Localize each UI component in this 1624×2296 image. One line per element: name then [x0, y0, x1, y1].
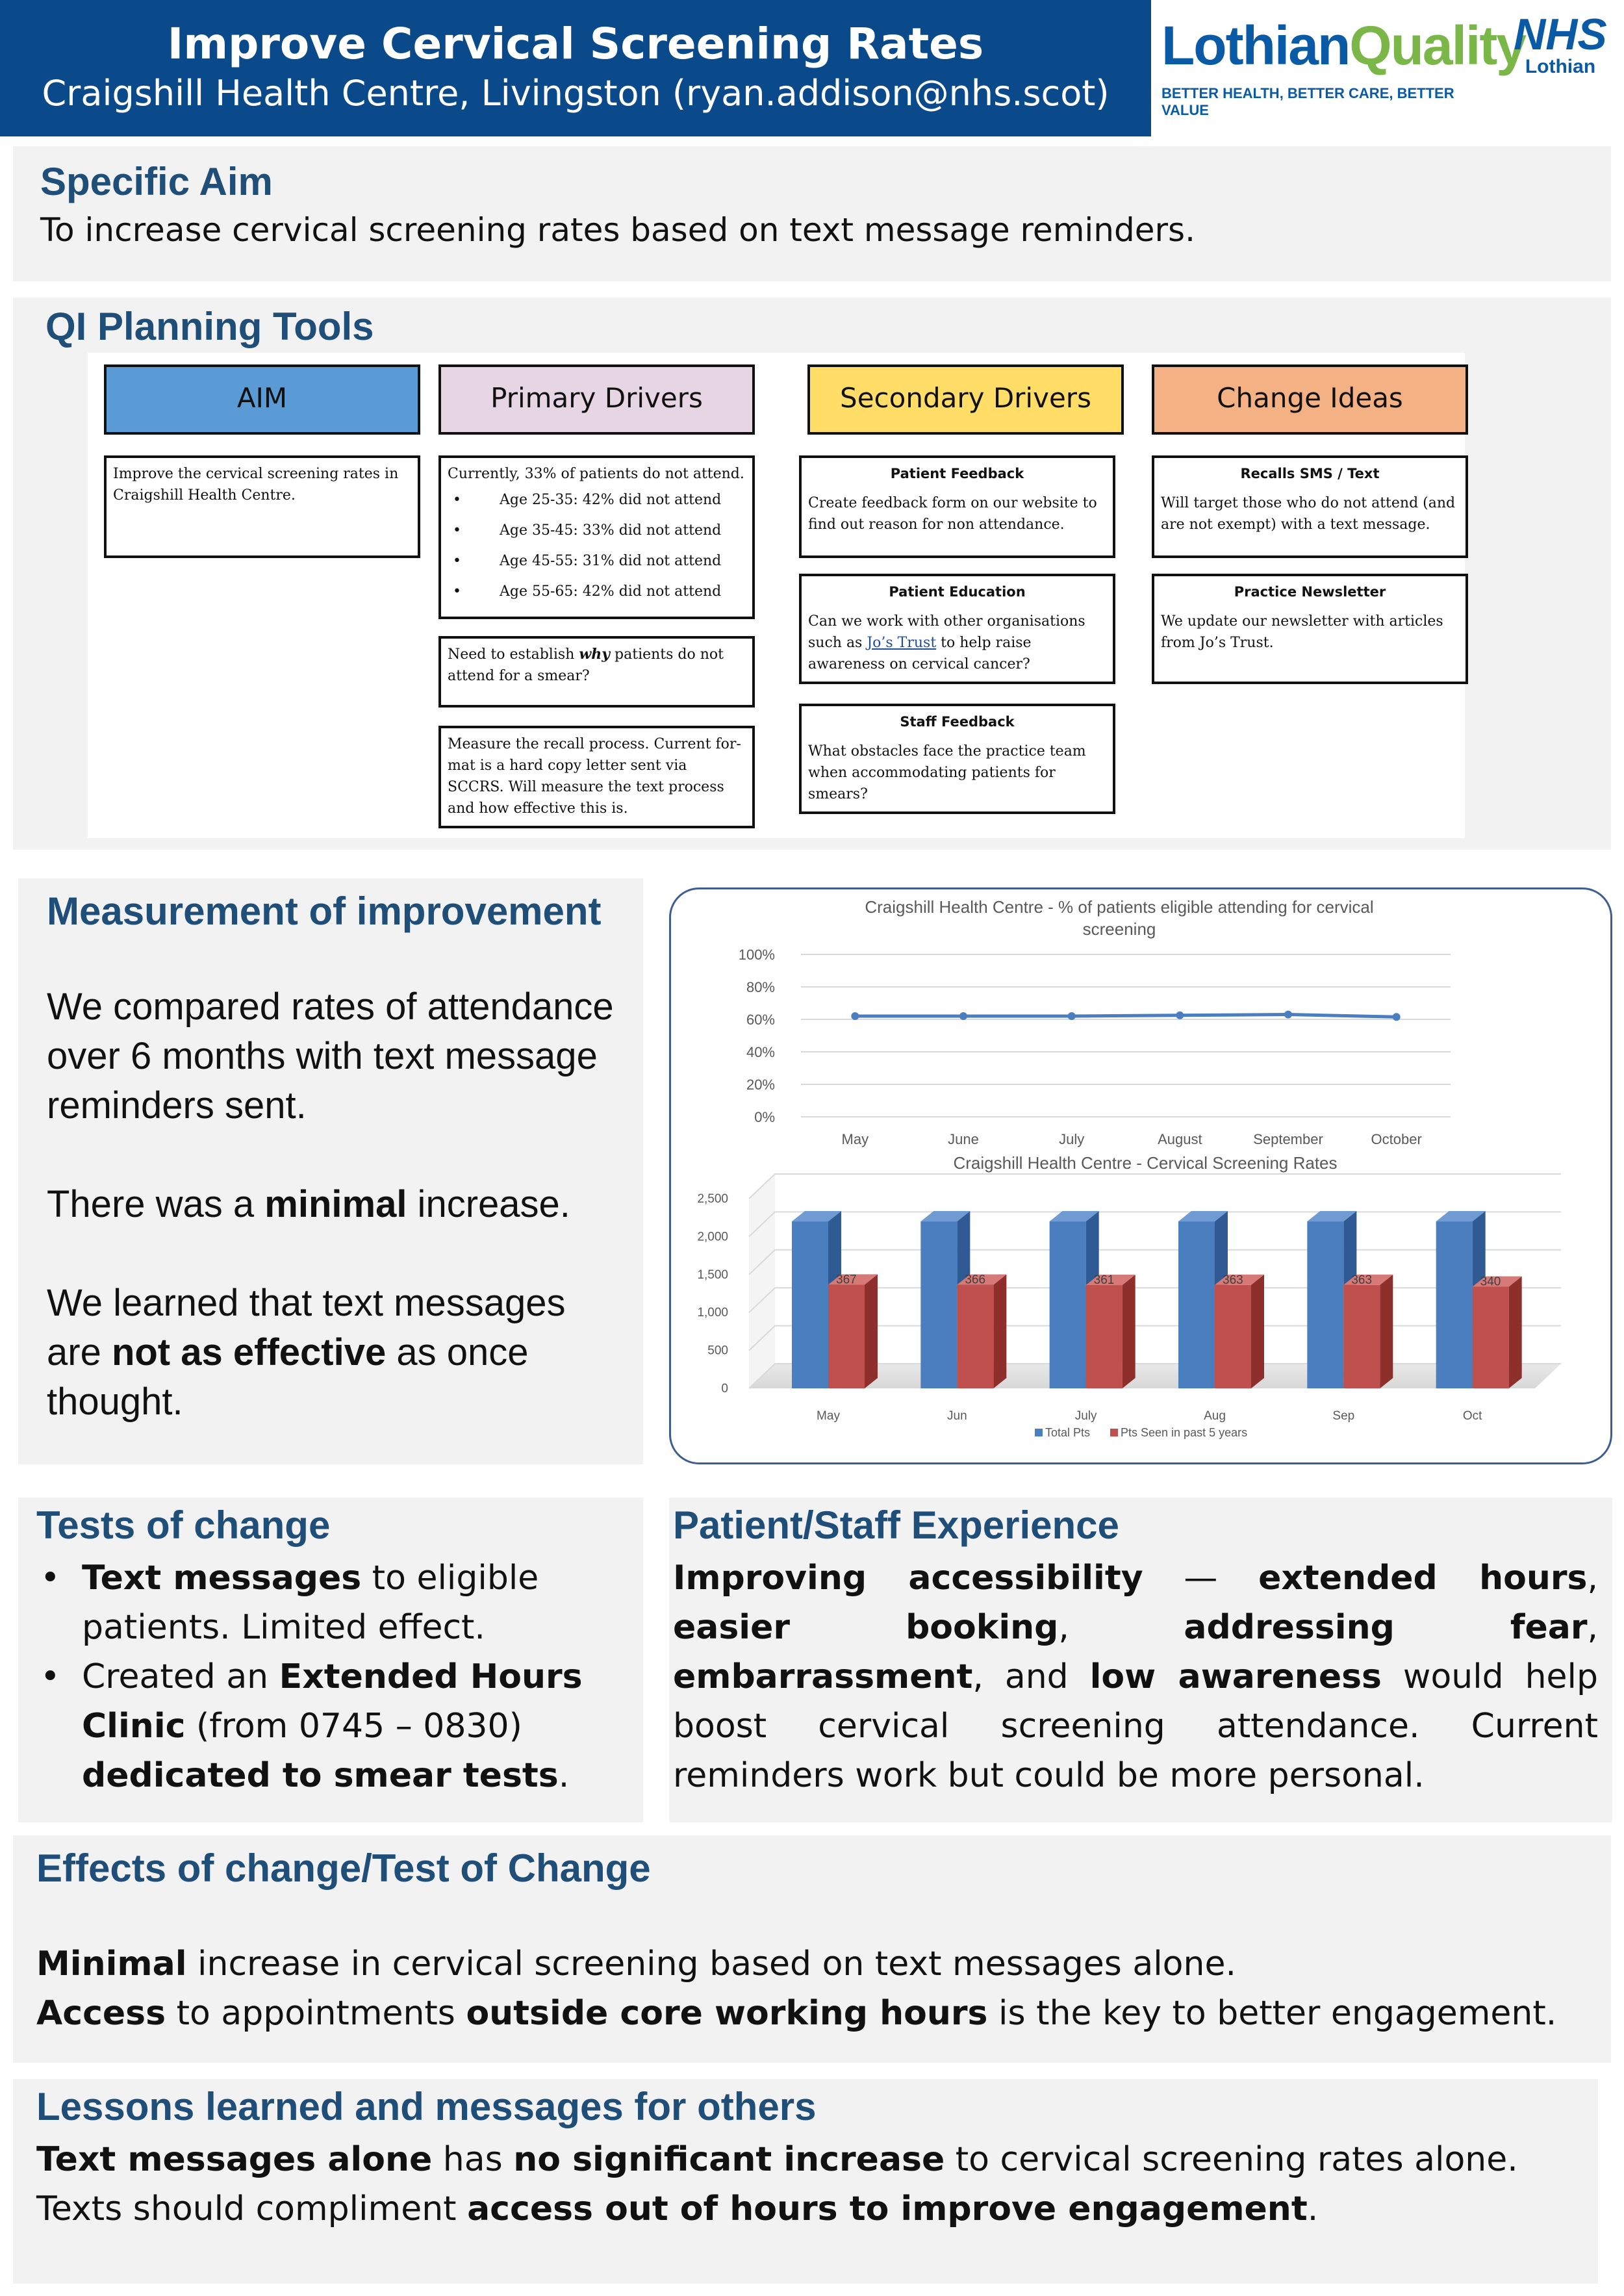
lessons-panel: [13, 2079, 1598, 2284]
line-chart-x-tick-label: May: [841, 1131, 869, 1147]
line-chart-title-line2: screening: [1082, 919, 1156, 939]
change-ideas-header: Change Ideas: [1152, 364, 1468, 435]
effects-l1-bold: Minimal: [36, 1945, 187, 1983]
tests-panel: [18, 1498, 643, 1822]
exp-s3: extended hours: [1258, 1559, 1588, 1598]
line-chart-y-tick-label: 60%: [746, 1012, 775, 1028]
line-chart-y-tick-label: 40%: [746, 1044, 775, 1060]
primary-driver-2-text-b: patients do not attend for a smear?: [448, 646, 724, 684]
nhs-lothian-logo: [1502, 9, 1619, 107]
bar-chart-y-tick-label: 2,500: [697, 1192, 728, 1206]
bar-chart-y-tick-label: 0: [721, 1382, 728, 1396]
nhs-logo-sub: Lothian: [1525, 56, 1596, 77]
bar-chart-x-tick-label: May: [817, 1409, 840, 1423]
line-chart-point: [1393, 1013, 1401, 1021]
bar-chart-x-tick-label: Oct: [1462, 1409, 1482, 1423]
lessons-d: to cervical screening rates alone. Texts should compliment: [36, 2140, 1518, 2228]
primary-driver-3-text: Measure the recall process. Current for-mat is a hard copy letter sent via SCCRS. Will measure the text process and how effective this is.: [448, 736, 741, 817]
primary-driver-box-2: [438, 636, 755, 708]
exp-s12: would help boost cervical screening attendance. Current reminders work but could be more personal.: [673, 1657, 1599, 1795]
effects-l2-a: Access: [36, 1994, 166, 2033]
line-chart-x-ticks: [842, 1131, 1422, 1147]
exp-s11: low awareness: [1089, 1657, 1382, 1696]
measurement-p1: We compared rates of attendance over 6 months with text message reminders sent.: [47, 986, 614, 1127]
line-chart-title-line1: Craigshill Health Centre - % of patients eligible attending for cervical: [865, 897, 1374, 917]
lessons-e: access out of hours to improve engagement: [467, 2189, 1308, 2228]
line-chart: [739, 897, 1451, 1147]
logo-word-quality: Quality: [1349, 15, 1526, 76]
lessons-a: Text messages alone: [36, 2140, 433, 2179]
bar-pts-seen-side: [1251, 1275, 1264, 1388]
measurement-panel: [18, 878, 643, 1464]
chart-frame: [669, 887, 1612, 1464]
lessons-b: has: [432, 2140, 514, 2179]
bar-chart-side-wall: [749, 1174, 775, 1388]
change-idea-box-1: [1152, 455, 1468, 558]
line-chart-y-tick-label: 100%: [738, 947, 775, 963]
age-group-item: • Age 35-45: 33% did not attend: [448, 515, 746, 546]
driver-diagram: [88, 353, 1465, 838]
line-chart-y-tick-label: 80%: [746, 979, 775, 995]
bar-pts-seen: [1473, 1286, 1509, 1388]
line-chart-x-tick-label: October: [1371, 1131, 1422, 1147]
line-chart-x-tick-label: July: [1059, 1131, 1085, 1147]
specific-aim-text: To increase cervical screening rates based on text message reminders.: [40, 211, 1195, 249]
bar-pts-seen-side: [1123, 1275, 1136, 1388]
bar-total-pts: [920, 1221, 957, 1388]
exp-s9: embarrassment: [673, 1657, 973, 1696]
lessons-heading: Lessons learned and messages for others: [36, 2085, 817, 2128]
exp-s7: addressing fear: [1184, 1608, 1588, 1647]
measurement-p3: [47, 1279, 625, 1427]
line-chart-x-tick-label: September: [1253, 1131, 1323, 1147]
measurement-p2-c: increase.: [407, 1183, 570, 1225]
header-banner: [0, 0, 1151, 136]
exp-s4: ,: [1587, 1559, 1598, 1598]
lessons-text: [36, 2135, 1582, 2234]
bar-data-label: 363: [1223, 1273, 1243, 1287]
exp-s6: ,: [1058, 1608, 1184, 1647]
bar-pts-seen: [1215, 1285, 1251, 1388]
line-chart-gridlines: [801, 954, 1451, 1117]
secondary-driver-2-text-b: to help raise awareness on cervical cancer?: [808, 635, 1032, 672]
aim-box-text: Improve the cervical screening rates in Craigshill Health Centre.: [113, 466, 399, 504]
line-chart-point: [959, 1012, 967, 1020]
poster-title: Improve Cervical Screening Rates: [167, 19, 984, 69]
measurement-p2: [47, 1180, 625, 1229]
secondary-driver-2-text-a: Can we work with other organisations such as: [808, 613, 1085, 651]
bar-chart-y-tick-label: 500: [707, 1344, 728, 1358]
secondary-driver-3-title: Staff Feedback: [900, 714, 1015, 730]
bar-chart-y-ticks: [697, 1192, 728, 1396]
tests-item-2-b: Extended Hours Clinic: [82, 1657, 583, 1746]
secondary-driver-box-3: [799, 704, 1115, 814]
measurement-heading: Measurement of improvement: [47, 889, 602, 933]
primary-driver-intro: Currently, 33% of patients do not attend.: [448, 466, 744, 482]
tests-item-2-c: (from 0745 – 0830): [185, 1707, 522, 1746]
bar-total-pts: [1307, 1221, 1343, 1388]
poster-subtitle: Craigshill Health Centre, Livingston (ryan.addison@nhs.scot): [42, 73, 1110, 114]
change-idea-1-text: Will target those who do not attend (and are not exempt) with a text message.: [1161, 495, 1456, 533]
line-chart-y-ticks: [739, 947, 775, 1125]
effects-line-2: [36, 1989, 1556, 2038]
secondary-driver-1-text: Create feedback form on our website to find out reason for non attendance.: [808, 495, 1097, 533]
tests-list: [36, 1553, 608, 1800]
exp-s1: Improving accessibility: [673, 1559, 1143, 1598]
aim-column-header: AIM: [104, 364, 420, 435]
primary-driver-box-3: [438, 726, 755, 828]
bar-chart-y-tick-label: 1,500: [697, 1268, 728, 1282]
bar-chart-x-tick-label: Jun: [947, 1409, 967, 1423]
bar-chart-legend: [1035, 1426, 1247, 1439]
tests-item-2-a: Created an: [82, 1657, 279, 1696]
primary-driver-box-1: [438, 455, 755, 619]
tests-item-1-bold: Text messages: [82, 1559, 362, 1598]
tests-item-1-rest: to eligible patients. Limited effect.: [82, 1559, 539, 1647]
bar-data-label: 363: [1351, 1273, 1373, 1287]
bar-pts-seen-side: [865, 1274, 878, 1388]
jos-trust-link[interactable]: Jo’s Trust: [867, 635, 937, 651]
logo-word-lothian: Lothian: [1161, 15, 1350, 76]
effects-text: [36, 1939, 1556, 2038]
bar-pts-seen: [957, 1284, 993, 1388]
line-chart-x-tick-label: June: [948, 1131, 979, 1147]
bar-total-pts: [792, 1221, 828, 1388]
tests-heading: Tests of change: [36, 1503, 331, 1547]
measurement-p3-c: as once thought.: [47, 1331, 529, 1423]
measurement-p3-b: not as effective: [111, 1331, 387, 1373]
bar-chart-x-tick-label: Sep: [1332, 1409, 1355, 1423]
bar-pts-seen-side: [1380, 1275, 1393, 1388]
primary-drivers-header: Primary Drivers: [438, 364, 755, 435]
bar-data-label: 367: [836, 1273, 857, 1287]
bar-chart: [697, 1153, 1561, 1439]
change-idea-2-title: Practice Newsletter: [1234, 584, 1386, 600]
line-chart-point: [1176, 1012, 1184, 1019]
bar-total-pts: [1050, 1221, 1086, 1388]
line-chart-y-tick-label: 0%: [754, 1109, 775, 1125]
line-series: [855, 1015, 1396, 1017]
logo-tagline: BETTER HEALTH, BETTER CARE, BETTER VALUE: [1161, 85, 1454, 118]
secondary-driver-3-text: What obstacles face the practice team when accommodating patients for smears?: [808, 743, 1086, 802]
tests-item-2-e: .: [558, 1756, 570, 1795]
bar-chart-x-ticks: [817, 1409, 1482, 1423]
bar-data-label: 340: [1480, 1275, 1501, 1289]
bar-data-label: 361: [1093, 1273, 1115, 1288]
bar-chart-y-tick-label: 2,000: [697, 1230, 728, 1244]
primary-driver-2-emphasis: why: [579, 646, 611, 663]
age-group-item: • Age 55-65: 42% did not attend: [448, 576, 746, 607]
secondary-driver-2-title: Patient Education: [889, 584, 1026, 600]
change-idea-2-text: We update our newsletter with articles from Jo’s Trust.: [1161, 613, 1443, 651]
measurement-p3-a: We learned that text messages are: [47, 1282, 566, 1373]
line-chart-point: [1068, 1012, 1076, 1020]
line-chart-point: [1284, 1011, 1292, 1019]
bar-pts-seen-side: [993, 1274, 1006, 1388]
bar-chart-y-tick-label: 1,000: [697, 1306, 728, 1320]
effects-panel: [13, 1835, 1611, 2063]
bar-total-pts: [1178, 1221, 1215, 1388]
effects-l2-d: is the key to better engagement.: [987, 1994, 1557, 2033]
specific-aim-heading: Specific Aim: [40, 160, 273, 203]
line-chart-point: [851, 1012, 859, 1020]
planning-heading: QI Planning Tools: [45, 305, 374, 348]
experience-text: [673, 1553, 1598, 1800]
secondary-driver-box-2: [799, 574, 1115, 684]
bar-pts-seen: [1343, 1285, 1380, 1388]
bar-chart-gridline: [749, 1174, 1561, 1199]
tests-item-1: • Text messages to eligible patients. Limited effect.: [40, 1559, 539, 1647]
change-idea-box-2: [1152, 574, 1468, 684]
lothian-quality-logo: [1161, 14, 1526, 118]
bar-pts-seen-side: [1509, 1276, 1522, 1388]
tests-item-2: • Created an Extended Hours Clinic (from 0745 – 0830) dedicated to smear tests.: [40, 1657, 583, 1795]
secondary-driver-box-1: [799, 455, 1115, 558]
tests-item-2-d: dedicated to smear tests: [82, 1756, 559, 1795]
bar-chart-bars: [792, 1211, 1522, 1388]
secondary-driver-1-title: Patient Feedback: [890, 466, 1024, 481]
lessons-c: no significant increase: [513, 2140, 945, 2179]
legend-swatch-seen: [1110, 1429, 1118, 1436]
line-chart-x-tick-label: August: [1158, 1131, 1202, 1147]
exp-s10: , and: [972, 1657, 1090, 1696]
primary-driver-2-text-a: Need to establish: [448, 646, 579, 663]
secondary-drivers-header: Secondary Drivers: [807, 364, 1124, 435]
effects-line-1: [36, 1939, 1556, 1989]
charts-svg: [671, 889, 1610, 1462]
exp-s2: —: [1143, 1559, 1259, 1598]
experience-heading: Patient/Staff Experience: [673, 1503, 1119, 1547]
measurement-p2-a: There was a: [47, 1183, 265, 1225]
age-group-item: • Age 25-35: 42% did not attend: [448, 485, 746, 515]
effects-l2-c: outside core working hours: [466, 1994, 988, 2033]
age-group-item: • Age 45-55: 31% did not attend: [448, 546, 746, 576]
bar-data-label: 366: [965, 1273, 986, 1287]
bar-chart-x-tick-label: July: [1074, 1409, 1097, 1423]
legend-swatch-total: [1035, 1429, 1043, 1436]
lessons-f: .: [1307, 2189, 1319, 2228]
bar-chart-title: Craigshill Health Centre - Cervical Screening Rates: [953, 1153, 1338, 1173]
exp-s5: easier booking: [673, 1608, 1059, 1647]
exp-s8: ,: [1587, 1608, 1599, 1647]
bar-chart-x-tick-label: Aug: [1204, 1409, 1226, 1423]
effects-l1-rest: increase in cervical screening based on text messages alone.: [186, 1945, 1236, 1983]
experience-panel: [669, 1498, 1612, 1822]
bar-total-pts: [1436, 1221, 1473, 1388]
aim-box: [104, 455, 420, 558]
bar-pts-seen: [1086, 1285, 1123, 1388]
legend-label-seen: Pts Seen in past 5 years: [1121, 1426, 1248, 1439]
effects-l2-b: to appointments: [166, 1994, 466, 2033]
bar-pts-seen: [828, 1284, 865, 1388]
measurement-p2-b: minimal: [264, 1183, 407, 1225]
measurement-body: [47, 982, 625, 1427]
effects-heading: Effects of change/Test of Change: [36, 1846, 651, 1890]
planning-panel: [13, 298, 1611, 850]
line-chart-y-tick-label: 20%: [746, 1077, 775, 1093]
legend-label-total: Total Pts: [1045, 1426, 1091, 1439]
specific-aim-panel: [13, 146, 1611, 281]
change-idea-1-title: Recalls SMS / Text: [1240, 466, 1380, 481]
nhs-logo-text: NHS: [1514, 10, 1607, 59]
